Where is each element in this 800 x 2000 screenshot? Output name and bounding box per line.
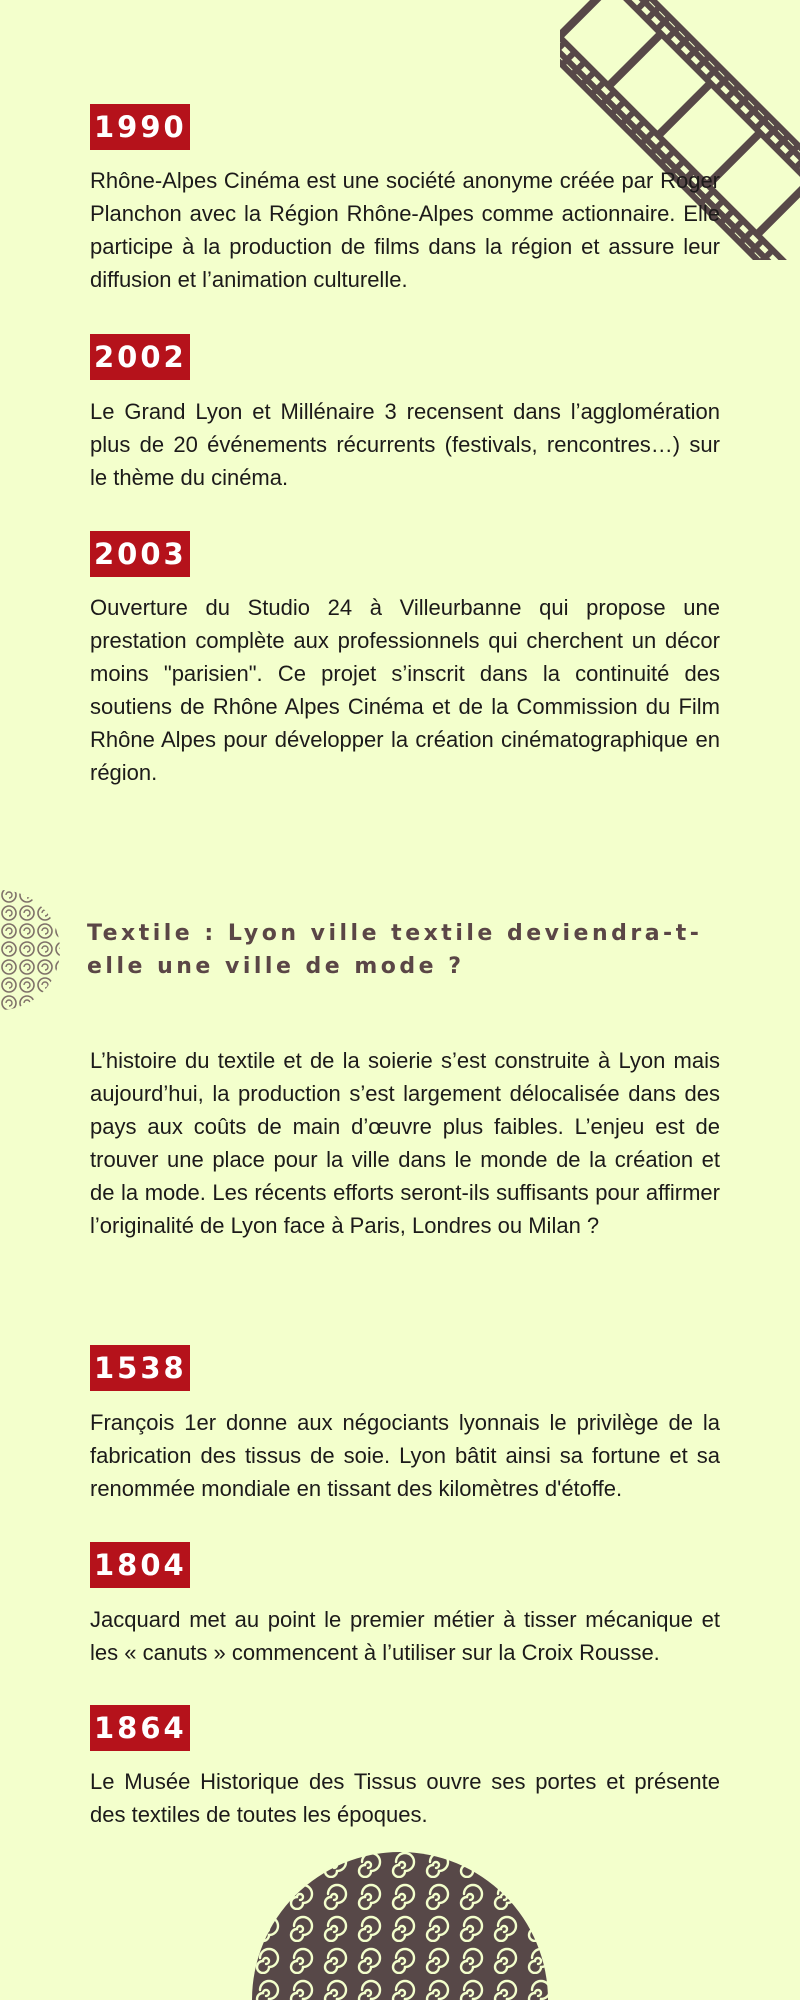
spiral-dome-icon (252, 1846, 548, 2000)
year-badge-1804: 1804 (90, 1542, 190, 1588)
year-badge-1538: 1538 (90, 1345, 190, 1391)
timeline-text-1804: Jacquard met au point le premier métier à tisser mécanique et les « canuts » commencent à l’utiliser sur la Croix Rousse. (90, 1607, 720, 1665)
timeline-text-2002: Le Grand Lyon et Millénaire 3 recensent dans l’agglomération plus de 20 événements récurrents (festivals, rencontres…) sur le thème du cinéma. (90, 399, 720, 490)
section-title-textile: Textile : Lyon ville textile deviendra-t- elle une ville de mode ? (87, 921, 703, 979)
year-badge-1990: 1990 (90, 104, 190, 150)
timeline-text-1990: Rhône-Alpes Cinéma est une société anonyme créée par Roger Planchon avec la Région Rhône-Alpes comme actionnaire. Elle participe à la production de films dans la région et assure leur diffusion et l’animation culturelle. (90, 168, 720, 292)
year-badge-2003: 2003 (90, 531, 190, 577)
year-badge-1864: 1864 (90, 1705, 190, 1751)
timeline-text-1864: Le Musée Historique des Tissus ouvre ses portes et présente des textiles de toutes les époques. (90, 1769, 720, 1827)
timeline-text-1538: François 1er donne aux négociants lyonnais le privilège de la fabrication des tissus de soie. Lyon bâtit ainsi sa fortune et sa renommée mondiale en tissant des kilomètres d'étoffe. (90, 1410, 720, 1501)
spiral-pattern-icon (0, 868, 62, 1033)
timeline-text-2003: Ouverture du Studio 24 à Villeurbanne qui propose une prestation complète aux professionnels qui cherchent un décor moins "parisien". Ce projet s’inscrit dans la continuité des soutiens de Rhône Alpes Cinéma et de la Commission du Film Rhône Alpes pour développer la création cinématographique en région. (90, 595, 720, 785)
textile-intro-paragraph: L’histoire du textile et de la soierie s’est construite à Lyon mais aujourd’hui, la production s’est largement délocalisée dans des pays aux coûts de main d’œuvre plus faibles. L’enjeu est de trouver une place pour la ville dans le monde de la création et de la mode. Les récents efforts seront-ils suffisants pour affirmer l’originalité de Lyon face à Paris, Londres ou Milan ? (90, 1048, 720, 1238)
year-badge-2002: 2002 (90, 334, 190, 380)
